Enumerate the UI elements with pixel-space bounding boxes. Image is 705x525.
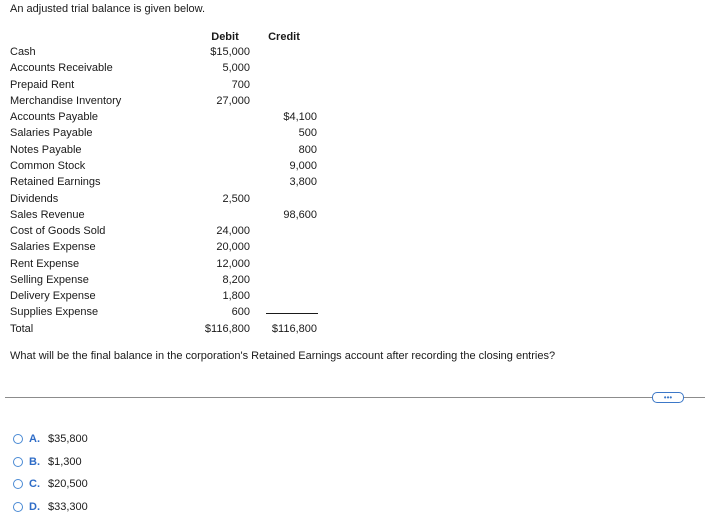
option-letter: A. <box>29 433 40 445</box>
row-label: Salaries Payable <box>10 127 93 139</box>
option-letter: D. <box>29 501 40 513</box>
total-credit: $116,800 <box>271 323 317 335</box>
row-label: Common Stock <box>10 160 86 172</box>
row-label: Dividends <box>10 193 59 205</box>
row-debit: 12,000 <box>216 258 250 270</box>
option-d[interactable] <box>13 500 88 514</box>
total-label: Total <box>10 323 34 335</box>
option-value: $1,300 <box>48 456 82 468</box>
row-label: Supplies Expense <box>10 306 99 318</box>
row-label: Merchandise Inventory <box>10 95 122 107</box>
option-a[interactable] <box>13 432 88 446</box>
row-debit: 600 <box>231 306 250 318</box>
row-label: Salaries Expense <box>10 241 96 253</box>
option-value: $35,800 <box>48 433 88 445</box>
option-value: $20,500 <box>48 478 88 490</box>
row-label: Notes Payable <box>10 144 82 156</box>
row-label: Cost of Goods Sold <box>10 225 106 237</box>
row-label: Rent Expense <box>10 258 80 270</box>
row-debit: 24,000 <box>216 225 250 237</box>
row-credit: $4,100 <box>283 111 317 123</box>
option-letter: C. <box>29 478 40 490</box>
row-debit: 27,000 <box>216 95 250 107</box>
option-c[interactable] <box>13 477 88 491</box>
more-options-button[interactable]: ••• <box>652 392 684 403</box>
row-credit: 9,000 <box>289 160 317 172</box>
row-label: Delivery Expense <box>10 290 96 302</box>
total-debit: $116,800 <box>204 323 250 335</box>
row-debit: $15,000 <box>210 46 250 58</box>
row-label: Cash <box>10 46 36 58</box>
radio-icon[interactable] <box>13 434 23 444</box>
intro-text: An adjusted trial balance is given below. <box>10 3 206 15</box>
row-label: Retained Earnings <box>10 176 101 188</box>
row-credit: 98,600 <box>283 209 317 221</box>
radio-icon[interactable] <box>13 479 23 489</box>
row-credit: 500 <box>298 127 317 139</box>
divider <box>5 397 705 398</box>
row-credit: 800 <box>298 144 317 156</box>
credit-header: Credit <box>268 31 300 43</box>
option-letter: B. <box>29 456 40 468</box>
row-debit: 2,500 <box>222 193 250 205</box>
option-value: $33,300 <box>48 501 88 513</box>
row-credit: 3,800 <box>289 176 317 188</box>
radio-icon[interactable] <box>13 502 23 512</box>
question-text: What will be the final balance in the corporation's Retained Earnings account after recording the closing entries? <box>10 350 556 362</box>
row-debit: 5,000 <box>222 62 250 74</box>
row-debit: 20,000 <box>216 241 250 253</box>
row-label: Sales Revenue <box>10 209 85 221</box>
row-debit: 700 <box>231 79 250 91</box>
radio-icon[interactable] <box>13 457 23 467</box>
row-label: Accounts Receivable <box>10 62 113 74</box>
row-label: Accounts Payable <box>10 111 99 123</box>
debit-header: Debit <box>211 31 239 43</box>
total-underline <box>266 313 318 314</box>
row-debit: 1,800 <box>222 290 250 302</box>
row-debit: 8,200 <box>222 274 250 286</box>
option-b[interactable] <box>13 455 82 469</box>
row-label: Prepaid Rent <box>10 79 75 91</box>
row-label: Selling Expense <box>10 274 89 286</box>
